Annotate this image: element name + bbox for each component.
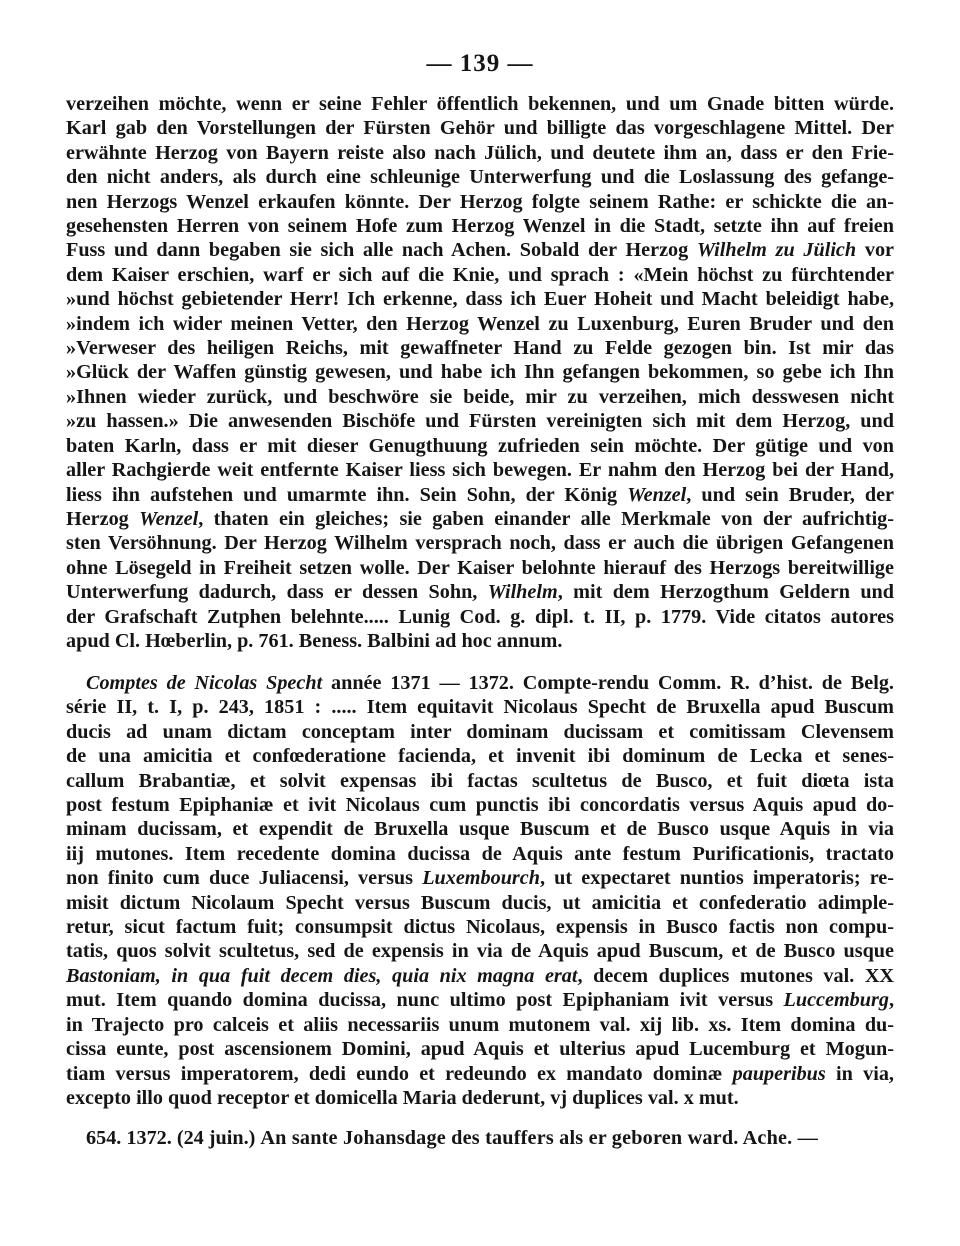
text-line: »Verweser des heiligen Reichs, mit gewaffneter Hand zu Felde gezogen bin. Ist mir das: [66, 337, 894, 360]
text-line: tatis, quos solvit scultetus, sed de expensis in via de Aquis apud Buscum, et de Busco usque: [66, 940, 894, 963]
text-segment: in via,: [825, 1062, 894, 1085]
text-line: aller Rachgierde weit entfernte Kaiser liess sich bewegen. Er nahm den Herzog bei der Hand,: [66, 459, 894, 482]
text-segment: , thaten ein gleiches; sie gaben einander alle Merkmale von der aufrichtig-: [198, 507, 894, 530]
text-line: gesehensten Herren von seinem Hofe zum Herzog Wenzel in die Stadt, setzte ihn auf freien: [66, 215, 894, 238]
italic-word: pauperibus: [732, 1062, 826, 1085]
text-segment: ,: [888, 989, 894, 1012]
text-line: Karl gab den Vorstellungen der Fürsten Gehör und billigte das vorgeschlagene Mittel. Der: [66, 117, 894, 140]
text-line: verzeihen möchte, wenn er seine Fehler öffentlich bekennen, und um Gnade bitten würde.: [66, 93, 894, 115]
text-line: iij mutones. Item recedente domina ducissa de Aquis ante festum Purificationis, tractato: [66, 842, 894, 865]
text-line: apud Cl. Hœberlin, p. 761. Beness. Balbini ad hoc annum.: [66, 629, 563, 652]
text-line: baten Karln, dass er mit dieser Genugthuung zufrieden sein möchte. Der gütige und von: [66, 434, 894, 457]
text-line: callum Brabantiæ, et solvit expensas ibi factas scultetus de Busco, et fuit diœta ista: [66, 769, 894, 792]
text-line: der Grafschaft Zutphen belehnte..... Lunig Cod. g. dipl. t. II, p. 1779. Vide citatos autores: [66, 605, 894, 628]
italic-name: Wenzel: [627, 483, 687, 506]
text-line: misit dictum Nicolaum Specht versus Buscum ducis, ut amicitia et confederatio adimple-: [66, 891, 894, 914]
text-segment: vor: [856, 239, 894, 262]
text-line: [66, 580, 894, 604]
entry-654: [66, 1126, 894, 1150]
text-line: erwähnte Herzog von Bayern reiste also nach Jülich, und deutete ihm an, dass er den Frie-: [66, 141, 894, 164]
entry-number: 654. 1372. (24 juin.): [86, 1127, 256, 1149]
text-segment: liess ihn aufstehen und umarmte ihn. Sein Sohn, der König: [66, 483, 628, 506]
text-segment: année 1371 — 1372. Compte-rendu Comm. R. d’hist. de Belg.: [322, 672, 894, 694]
text-line: sten Versöhnung. Der Herzog Wilhelm versprach noch, dass er auch die übrigen Gefangenen: [66, 532, 894, 555]
text-line: »zu hassen.» Die anwesenden Bischöfe und Fürsten vereinigten sich mit dem Herzog, und: [66, 410, 894, 433]
text-line: »Glück der Waffen günstig gewesen, und habe ich Ihn gefangen bekommen, so gebe ich Ihn: [66, 361, 894, 384]
text-line: post festum Epiphaniæ et ivit Nicolaus cum punctis ibi concordatis versus Aquis apud do-: [66, 794, 894, 817]
text-segment: , und sein Bruder, der: [686, 483, 894, 506]
text-line: [66, 988, 894, 1012]
text-segment: , decem duplices mutones val. XX: [577, 964, 894, 987]
text-line: [66, 507, 894, 531]
paragraph-main: [66, 92, 894, 653]
italic-phrase: Bastoniam, in qua fuit decem dies, quia nix magna erat: [66, 964, 578, 987]
text-line: [66, 866, 894, 890]
text-line: de una amicitia et confœderatione facienda, et invenit ibi dominum de Lecka et senes-: [66, 745, 894, 768]
source-title: Comptes de Nicolas Specht: [86, 672, 323, 694]
text-segment: Unterwerfung dadurch, dass er dessen Sohn,: [66, 581, 488, 604]
paragraph-comptes: [66, 671, 894, 1110]
text-line: retur, sicut factum fuit; consumpsit dictus Nicolaus, expensis in Busco factis non compu-: [66, 916, 894, 939]
text-segment: , ut expectaret nuntios imperatoris; re-: [539, 867, 894, 890]
text-segment: Fuss und dann begaben sie sich alle nach Achen. Sobald der Herzog: [66, 239, 697, 262]
text-line: ducis ad unam dictam conceptam inter dominam ducissam et comitissam Clevensem: [66, 720, 894, 743]
text-line: excepto illo quod receptor et domicella Maria dederunt, vj duplices val. x mut.: [66, 1086, 739, 1109]
text-line: »und höchst gebietender Herr! Ich erkenne, dass ich Euer Hoheit und Macht beleidigt habe,: [66, 288, 894, 311]
page-number: — 139 —: [426, 50, 534, 77]
text-segment: non finito cum duce Juliacensi, versus: [66, 867, 423, 890]
text-line: in Trajecto pro calceis et aliis necessariis unum mutonem val. xij lib. xs. Item domina du-: [66, 1013, 894, 1036]
text-line: cissa eunte, post ascensionem Domini, apud Aquis et ulterius apud Lucemburg et Mogun-: [66, 1038, 894, 1061]
text-line: nen Herzogs Wenzel erkaufen könnte. Der Herzog folgte seinem Rathe: er schickte die an-: [66, 190, 894, 213]
text-line: [66, 671, 894, 695]
italic-place: Luxembourch: [422, 867, 540, 890]
text-line: minam ducissam, et expendit de Bruxella usque Buscum et de Busco usque Aquis in via: [66, 818, 894, 841]
italic-name: Wilhelm: [487, 581, 558, 604]
text-line: [66, 483, 894, 507]
text-line: [66, 1062, 894, 1086]
text-line: den nicht anders, als durch eine schleunige Unterwerfung und die Loslassung des gefange-: [66, 166, 894, 189]
entry-gothic-text: An sante Johansdage des tauffers als er geboren ward. Ache. —: [260, 1127, 819, 1149]
text-line: »Ihnen wieder zurück, und beschwöre sie beide, mir zu verzeihen, mich desswesen nicht: [66, 385, 894, 408]
text-segment: mut. Item quando domina ducissa, nunc ultimo post Epiphaniam ivit versus: [66, 989, 784, 1012]
text-segment: tiam versus imperatorem, dedi eundo et redeundo ex mandato dominæ: [66, 1062, 733, 1085]
entry-line: [66, 1126, 894, 1150]
text-line: »indem ich wider meinen Vetter, den Herzog Wenzel zu Luxenburg, Euren Bruder und den: [66, 312, 894, 335]
italic-name: Wenzel: [139, 507, 199, 530]
text-line: [66, 964, 894, 988]
text-line: ohne Lösegeld in Freiheit setzen wolle. Der Kaiser belohnte hierauf des Herzogs bereitwillige: [66, 556, 894, 579]
text-segment: , mit dem Herzogthum Geldern und: [557, 581, 894, 604]
italic-name: Wilhelm zu Jülich: [696, 239, 857, 262]
text-line: dem Kaiser erschien, warf er sich auf die Knie, und sprach : «Mein höchst zu fürchtender: [66, 263, 894, 286]
text-segment: Herzog: [66, 507, 140, 530]
text-line: [66, 238, 894, 262]
text-line: série II, t. I, p. 243, 1851 : ..... Item equitavit Nicolaus Specht de Bruxella apud Buscum: [66, 696, 894, 719]
italic-place: Luccemburg: [783, 989, 889, 1012]
